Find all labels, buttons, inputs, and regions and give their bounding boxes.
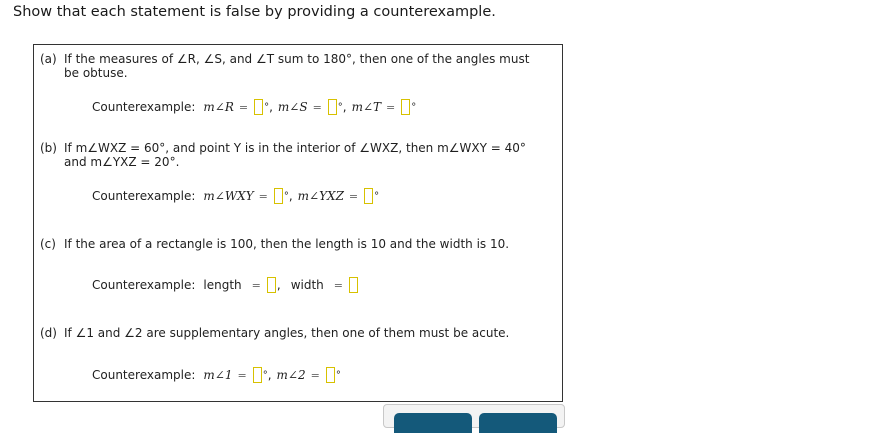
statement-a-line1: If the measures of ∠R, ∠S, and ∠T sum to 180°, then one of the angles must bbox=[64, 52, 530, 66]
counterexample-b: Counterexample: m∠WXY = ° , m∠YXZ = ° bbox=[92, 189, 380, 203]
statement-b-line1: If m∠WXZ = 60°, and point Y is in the interior of ∠WXZ, then m∠WXY = 40° bbox=[64, 141, 526, 155]
part-label-c: (c) bbox=[40, 237, 56, 251]
statement-c-line1: If the area of a rectangle is 100, then the length is 10 and the width is 10. bbox=[64, 237, 510, 251]
width-input[interactable] bbox=[349, 277, 358, 293]
angle-yxz-input[interactable] bbox=[364, 188, 373, 204]
field-d2-prefix: m∠2 bbox=[276, 368, 306, 382]
length-input[interactable] bbox=[267, 277, 276, 293]
statement-b-line2: and m∠YXZ = 20°. bbox=[64, 155, 180, 169]
angle-1-input[interactable] bbox=[253, 367, 262, 383]
angle-s-input[interactable] bbox=[328, 99, 337, 115]
statement-b bbox=[40, 141, 552, 169]
field-c2-prefix: width bbox=[290, 278, 324, 292]
part-label-b: (b) bbox=[40, 141, 57, 155]
counterexample-c: Counterexample: length = , width = bbox=[92, 277, 359, 293]
statement-c bbox=[40, 237, 552, 251]
field-a1-prefix: m∠R bbox=[203, 100, 234, 114]
field-a2-prefix: m∠S bbox=[277, 100, 308, 114]
field-a3-prefix: m∠T bbox=[351, 100, 382, 114]
counterexample-label: Counterexample: bbox=[92, 189, 196, 203]
angle-wxy-input[interactable] bbox=[274, 188, 283, 204]
statement-d bbox=[40, 326, 552, 340]
part-label-a: (a) bbox=[40, 52, 57, 66]
instructions: Show that each statement is false by providing a counterexample. bbox=[13, 4, 496, 20]
counterexample-label: Counterexample: bbox=[92, 100, 196, 114]
part-label-d: (d) bbox=[40, 326, 57, 340]
field-d1-prefix: m∠1 bbox=[203, 368, 233, 382]
undo-button[interactable] bbox=[479, 413, 557, 433]
field-b2-prefix: m∠YXZ bbox=[297, 189, 344, 203]
counterexample-label: Counterexample: bbox=[92, 368, 196, 382]
field-b1-prefix: m∠WXY bbox=[203, 189, 254, 203]
statement-d-line1: If ∠1 and ∠2 are supplementary angles, then one of them must be acute. bbox=[64, 326, 510, 340]
field-c1-prefix: length bbox=[203, 278, 242, 292]
question-panel bbox=[33, 44, 563, 402]
clear-button[interactable] bbox=[394, 413, 472, 433]
statement-a-line2: be obtuse. bbox=[64, 66, 128, 80]
counterexample-a: Counterexample: m∠R = ° , m∠S = ° , m∠T = ° bbox=[92, 100, 417, 114]
counterexample-d: Counterexample: m∠1 = ° , m∠2 = ° bbox=[92, 368, 341, 382]
angle-2-input[interactable] bbox=[326, 367, 335, 383]
statement-a bbox=[40, 52, 552, 80]
counterexample-label: Counterexample: bbox=[92, 278, 196, 292]
angle-r-input[interactable] bbox=[254, 99, 263, 115]
answer-toolbar bbox=[383, 404, 565, 428]
angle-t-input[interactable] bbox=[401, 99, 410, 115]
